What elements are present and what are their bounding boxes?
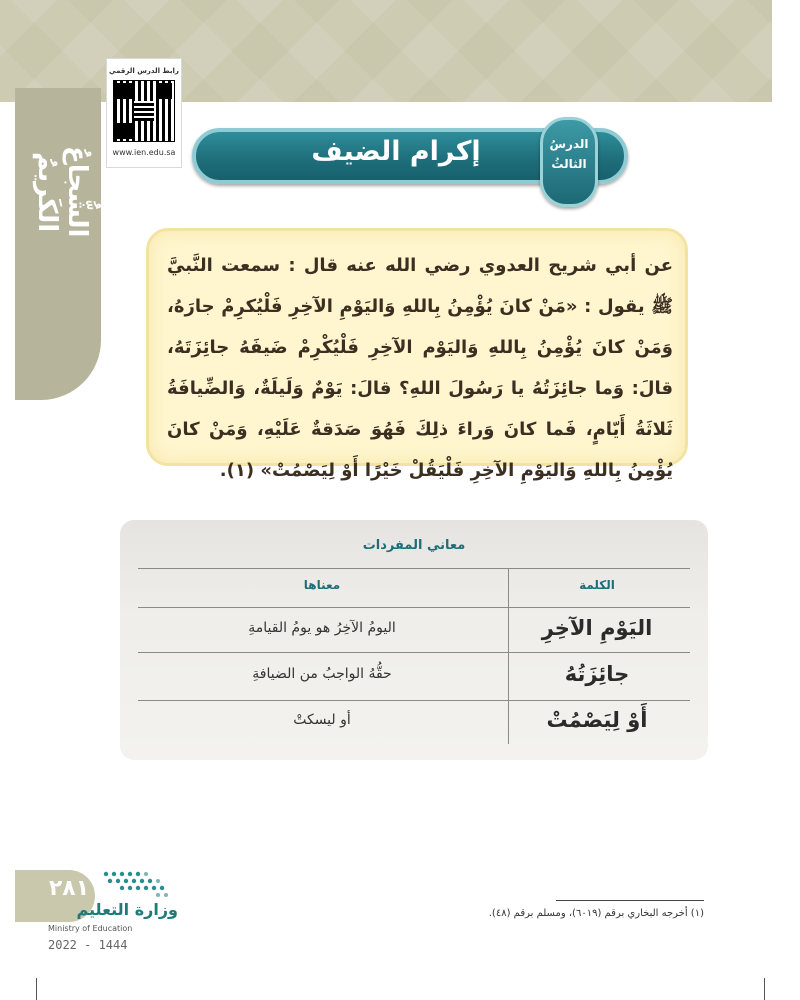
qr-code-card[interactable] [106,58,182,168]
crop-mark [764,978,765,1000]
vocab-meaning: اليومُ الآخِرُ هو يومُ القيامةِ [248,620,396,636]
qr-code-icon[interactable] [114,81,174,141]
ministry-logo-icon [100,868,170,902]
edition-year: 2022 - 1444 [48,938,128,952]
lesson-title: إكرام الضيف [311,136,481,167]
crop-mark [36,978,37,1000]
unit-side-title: الشُّجاعُ الكَريمُ [32,146,92,238]
footnote-rule [556,900,704,901]
lesson-badge-ordinal: الثالثُ [551,157,587,171]
column-header-word: الكلمة [579,578,615,592]
vocabulary-table [120,520,708,760]
hadith-text: عن أبي شريح العدوي رضي الله عنه قال : سمعت النَّبيَّ ﷺ يقول : «مَنْ كانَ يُؤْمِنُ بِاللهِ وَاليَوْمِ الآخِرِ فَلْيُكرِمْ جارَهُ، وَمَنْ كانَ يُؤْمِنُ بِاللهِ وَاليَوْم الآخِرِ فَلْيُكْرِمْ ضَيفَهُ جائِزَتَهُ، قالَ: وَما جائِزَتُهُ يا رَسُولَ اللهِ؟ قالَ: يَوْمٌ وَلَيلَةٌ، وَالضِّيافَةُ ثَلاثَةُ أَيّامٍ، فَما كانَ وَراءَ ذلِكَ فَهُوَ صَدَقةٌ عَلَيْهِ، وَمَنْ كانَ يُؤْمِنُ بِاللهِ وَاليَوْمِ الآخِرِ فَلْيَقُلْ خَيْرًا أَوْ لِيَصْمُتْ» (١). [167,255,673,481]
vocab-meaning: حقُّهُ الواجبُ من الضيافةِ [252,666,392,682]
lesson-number-badge [540,117,598,207]
ministry-name-english: Ministry of Education [48,924,133,933]
table-rule [138,568,690,569]
page-number: ٢٨١ [48,876,90,901]
vocab-word: اليَوْمِ الآخِرِ [541,616,653,640]
footnote: (١) أخرجه البخاري برقم (٦٠١٩)، ومسلم برقم (٤٨). [488,908,704,919]
vocab-word: أَوْ لِيَصْمُتْ [546,708,648,732]
top-band-margin [772,0,800,102]
ministry-name-arabic: وزارة التعليم [76,900,178,919]
qr-caption: رابط الدرس الرقمي [109,67,179,75]
hadith-box [146,228,688,481]
column-header-meaning: معناها [303,578,341,592]
vocab-word: جائِزَتُهُ [564,662,630,686]
table-rule [138,652,690,653]
table-rule [138,700,690,701]
vocab-meaning: أو ليسكتْ [293,712,351,728]
table-rule [138,607,690,608]
lesson-badge-label: الدرسُ [549,137,589,151]
qr-url[interactable]: www.ien.edu.sa [112,148,176,157]
table-column-divider [508,568,509,744]
vocabulary-table-title: معاني المفردات [362,538,466,553]
